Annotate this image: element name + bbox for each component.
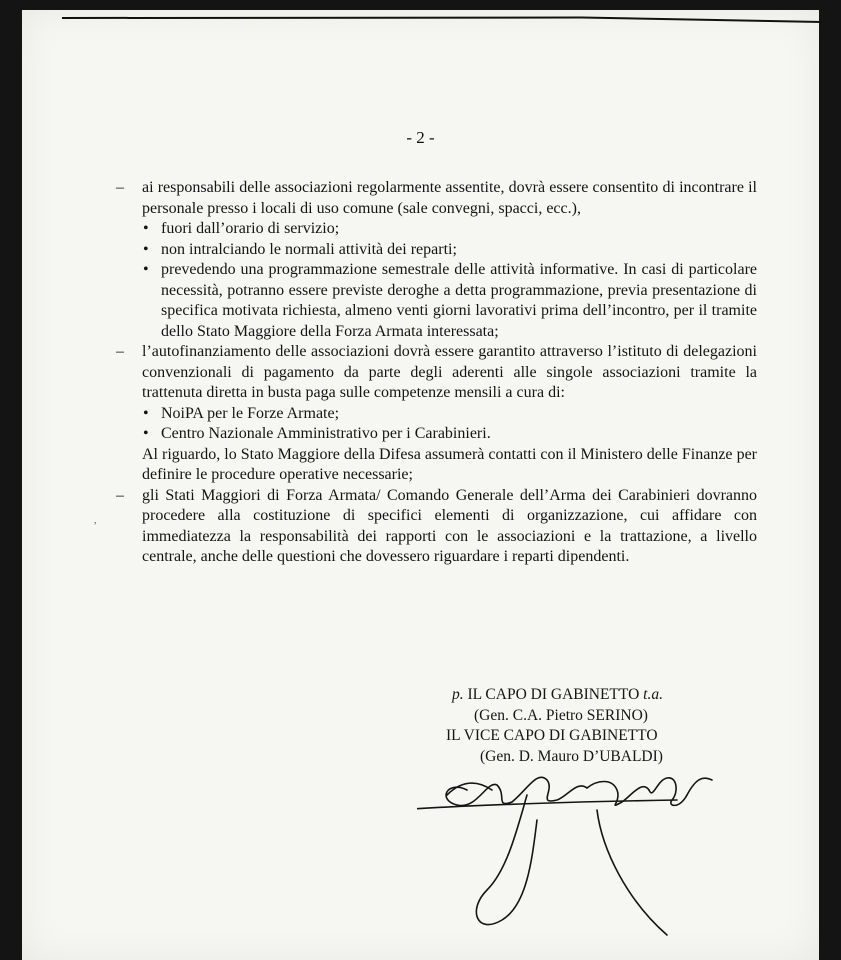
item-paragraph: ai responsabili delle associazioni regolarmente assentite, dovrà essere consentito di incontrare il personale presso i locali di uso comune (sale convegni, spacci, ecc.), (142, 179, 757, 217)
handwritten-signature (417, 750, 747, 940)
deputy-name: (Gen. D. Mauro D’UBALDI) (480, 747, 663, 765)
bullet-item: • non intralciando le normali attività dei reparti; (142, 240, 757, 261)
top-border-line (62, 14, 822, 26)
item-followup-paragraph: Al riguardo, lo Stato Maggiore della Difesa assumerà contatti con il Ministero delle Finanze per definire le procedure operative necessarie; (142, 445, 757, 483)
bullet-list (142, 219, 757, 342)
item-paragraph: l’autofinanziamento delle associazioni dovrà essere garantito attraverso l’istituto di delegazioni convenzionali di pagamento da parte degli aderenti alle singole associazioni tramite la trattenuta diretta in busta paga sulle competenze mensili a cura di: (142, 343, 757, 401)
margin-mark: , (94, 515, 97, 526)
per-abbrev: p. (452, 686, 464, 703)
list-item (117, 178, 757, 342)
document-page (22, 10, 819, 960)
bullet-item: • prevedendo una programmazione semestrale delle attività informative. In casi di particolare necessità, potranno essere previste deroghe a detta programmazione, previa presentazione di specifica motivata richiesta, almeno venti giorni lavorativi prima dell’incontro, per il tramite dello Stato Maggiore della Forza Armata interessata; (142, 260, 757, 342)
dash-marker: – (116, 486, 124, 504)
list-item (117, 486, 757, 568)
body-text (117, 178, 757, 568)
signatory-title (452, 685, 752, 706)
bullet-item: • fuori dall’orario di servizio; (142, 219, 757, 240)
page-number: - 2 - (406, 128, 435, 147)
ta-abbrev: t.a. (643, 686, 663, 703)
dash-marker: – (116, 343, 124, 360)
dash-marker: – (116, 179, 124, 196)
deputy-title: IL VICE CAPO DI GABINETTO (446, 727, 658, 744)
item-paragraph: gli Stati Maggiori di Forza Armata/ Comando Generale dell’Arma dei Carabinieri dovranno procedere alla costituzione di specifici elementi di organizzazione, cui affidare con immediatezza la responsabilità dei rapporti con le associazioni e la trattazione, a livello centrale, anche delle questioni che dovessero riguardare i reparti dipendenti. (142, 486, 757, 565)
bullet-item: • NoiPA per le Forze Armate; (142, 404, 757, 425)
signatory-name: (Gen. C.A. Pietro SERINO) (474, 706, 648, 724)
list-item (117, 342, 757, 486)
bullet-item: • Centro Nazionale Amministrativo per i Carabinieri. (142, 424, 757, 445)
chief-of-cabinet-label: IL CAPO DI GABINETTO (463, 686, 644, 703)
bullet-list (142, 404, 757, 445)
